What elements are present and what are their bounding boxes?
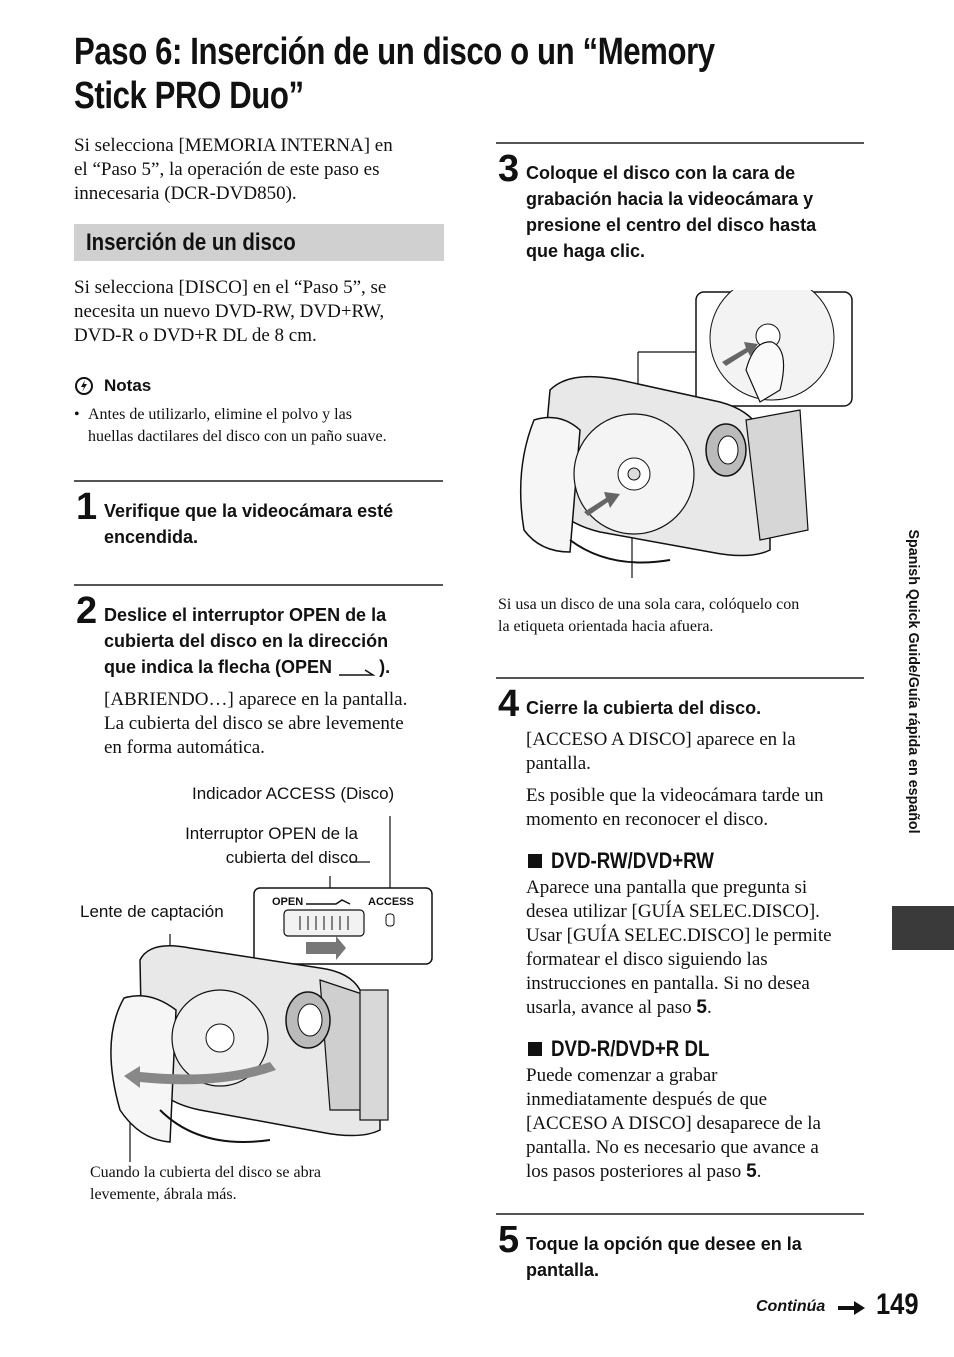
body-line: Aparece una pantalla que pregunta si [526, 877, 808, 898]
intro-paragraph [74, 134, 393, 206]
label-lens: Lente de captación [80, 902, 224, 921]
step-4-text: Cierre la cubierta del disco. [526, 698, 762, 718]
step-1-number: 1 [76, 486, 98, 528]
body-line: Usar [GUÍA SELEC.DISCO] le permite [526, 925, 832, 946]
step-5-number: 5 [498, 1219, 520, 1261]
body-line: [ABRIENDO…] aparece en la pantalla. [104, 689, 408, 710]
step-line: que haga clic. [526, 241, 646, 261]
step-2-body [104, 688, 407, 760]
step-reference: 5 [696, 997, 707, 1018]
body-line: [ACCESO A DISCO] desaparece de la [526, 1113, 821, 1134]
body-line: momento en reconocer el disco. [526, 809, 769, 830]
body-line [526, 996, 832, 1020]
disc-intro-paragraph [74, 276, 386, 348]
step-line: grabación hacia la videocámara y [526, 189, 814, 209]
caption-line: la etiqueta orientada hacia afuera. [498, 618, 714, 635]
dvdrw-body [526, 876, 832, 1020]
notes-text [88, 404, 387, 448]
body-line: en forma automática. [104, 737, 265, 758]
notes-line: huellas dactilares del disco con un paño suave. [88, 428, 387, 445]
caption-line: Si usa un disco de una sola cara, colóquelo con [498, 596, 800, 613]
body-text: los pasos posteriores al paso [526, 1161, 747, 1182]
page-title [74, 30, 714, 118]
intro-line: innecesaria (DCR-DVD850). [74, 183, 297, 204]
disc-intro-line: DVD-R o DVD+R DL de 8 cm. [74, 325, 317, 346]
disc-insert-illustration [510, 290, 860, 590]
label-line: cubierta del disco [225, 848, 358, 867]
step-line: pantalla. [526, 1260, 600, 1280]
page-number: 149 [876, 1288, 919, 1321]
step-divider [496, 142, 864, 144]
intro-line: Si selecciona [MEMORIA INTERNA] en [74, 135, 393, 156]
caption-line: Cuando la cubierta del disco se abra [90, 1164, 322, 1181]
right-arrow-icon [838, 1300, 866, 1316]
body-line: Puede comenzar a grabar [526, 1065, 718, 1086]
label-line: Interruptor OPEN de la [185, 824, 358, 843]
continua-label: Continúa [756, 1298, 826, 1315]
figure-1-caption [90, 1162, 321, 1206]
intro-line: el “Paso 5”, la operación de este paso es [74, 159, 380, 180]
square-bullet-icon [528, 1042, 542, 1056]
body-text: . [756, 1161, 762, 1182]
disc-intro-line: Si selecciona [DISCO] en el “Paso 5”, se [74, 277, 387, 298]
step-line-part: que indica la flecha (OPEN [104, 657, 333, 677]
page-title-line-1: Paso 6: Inserción de un disco o un “Memory [74, 31, 715, 73]
step-divider [496, 677, 864, 679]
camcorder-open-illustration [80, 810, 460, 1170]
step-line: presione el centro del disco hasta [526, 215, 817, 235]
body-line: pantalla. [526, 753, 591, 774]
body-line: Es posible que la videocámara tarde un [526, 785, 824, 806]
dvdr-body [526, 1064, 821, 1184]
body-line: inmediatamente después de que [526, 1089, 768, 1110]
body-text: usarla, avance al paso [526, 997, 697, 1018]
page-title-line-2: Stick PRO Duo” [74, 75, 304, 117]
step-line: Deslice el interruptor OPEN de la [104, 605, 387, 625]
body-text: . [706, 997, 712, 1018]
notes-bullet: • [74, 406, 80, 423]
body-line: instrucciones en pantalla. Si no desea [526, 973, 810, 994]
step-3-text [526, 160, 816, 264]
body-line: La cubierta del disco se abre levemente [104, 713, 404, 734]
step-line: encendida. [104, 527, 199, 547]
label-access-indicator: Indicador ACCESS (Disco) [192, 784, 395, 803]
step-line: Coloque el disco con la cara de [526, 163, 796, 183]
note-icon [74, 376, 96, 398]
step-2-number: 2 [76, 590, 98, 632]
step-line: Toque la opción que desee en la [526, 1234, 802, 1254]
side-thumb-tab [892, 906, 954, 950]
body-line: pantalla. No es necesario que avance a [526, 1137, 819, 1158]
step-line [104, 654, 390, 680]
dvdr-heading: DVD-R/DVD+R DL [551, 1036, 710, 1061]
panel-access-label: ACCESS [368, 896, 414, 908]
step-line: cubierta del disco en la dirección [104, 631, 389, 651]
step-2-text [104, 602, 390, 680]
figure-2-caption [498, 594, 799, 638]
disc-intro-line: necesita un nuevo DVD-RW, DVD+RW, [74, 301, 385, 322]
step-4-number: 4 [498, 683, 520, 725]
body-line [526, 1160, 821, 1184]
step-divider [496, 1213, 864, 1215]
step-reference: 5 [746, 1161, 757, 1182]
dvdrw-heading: DVD-RW/DVD+RW [551, 848, 714, 873]
step-5-text [526, 1231, 802, 1283]
section-heading: Inserción de un disco [86, 229, 296, 256]
body-line: desea utilizar [GUÍA SELEC.DISCO]. [526, 901, 820, 922]
body-line: [ACCESO A DISCO] aparece en la [526, 729, 796, 750]
side-section-label: Spanish Quick Guide/Guía rápida en español [905, 529, 922, 834]
step-divider [74, 584, 443, 586]
step-1-text [104, 498, 393, 550]
step-divider [74, 480, 443, 482]
step-3-number: 3 [498, 148, 520, 190]
step-line-part: ). [379, 657, 391, 677]
caption-line: levemente, ábrala más. [90, 1186, 237, 1203]
notes-heading: Notas [104, 376, 152, 395]
step-4-body [526, 728, 824, 832]
open-arrow-icon [337, 661, 379, 675]
step-line: Verifique que la videocámara esté [104, 501, 394, 521]
notes-line: Antes de utilizarlo, elimine el polvo y las [88, 406, 352, 423]
square-bullet-icon [528, 854, 542, 868]
panel-open-label: OPEN [272, 896, 304, 908]
body-line: formatear el disco siguiendo las [526, 949, 768, 970]
